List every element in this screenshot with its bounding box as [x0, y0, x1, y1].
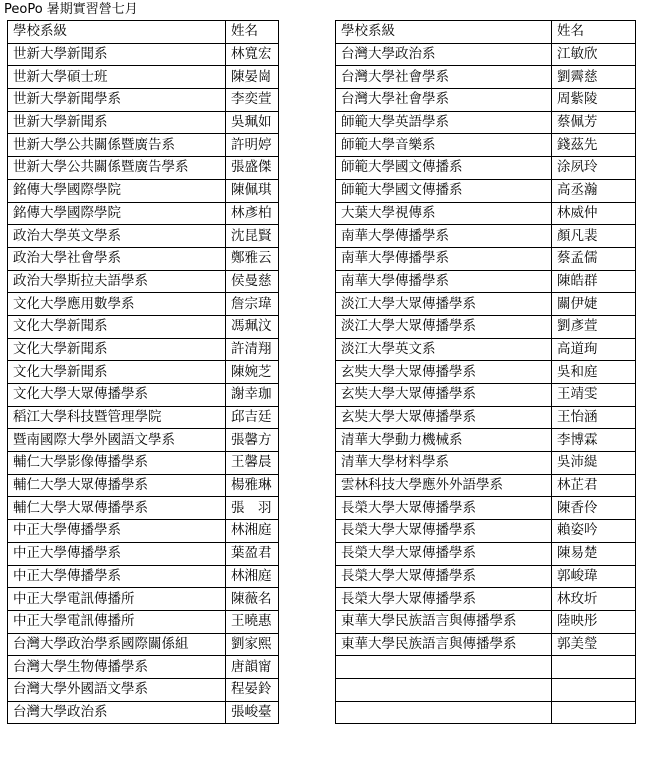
table-row — [8, 270, 279, 293]
school-cell: 台灣大學社會學系 — [336, 66, 552, 89]
name-cell — [552, 701, 636, 724]
school-cell: 世新大學新聞系 — [8, 43, 226, 66]
school-cell: 中正大學電訊傳播所 — [8, 610, 226, 633]
table-row — [8, 361, 279, 384]
table-row — [8, 225, 279, 248]
table-row — [336, 452, 636, 475]
name-cell: 沈昆賢 — [226, 225, 279, 248]
table-row — [8, 520, 279, 543]
school-cell: 清華大學動力機械系 — [336, 429, 552, 452]
table-row — [8, 179, 279, 202]
table-row — [336, 134, 636, 157]
school-cell: 清華大學材料學系 — [336, 452, 552, 475]
name-cell — [552, 656, 636, 679]
name-cell: 錢茲先 — [552, 134, 636, 157]
table-row — [8, 66, 279, 89]
name-cell: 陳晏崗 — [226, 66, 279, 89]
name-cell: 許清翔 — [226, 338, 279, 361]
name-cell: 許明婷 — [226, 134, 279, 157]
school-cell: 暨南國際大學外國語文學系 — [8, 429, 226, 452]
school-cell: 輔仁大學大眾傳播學系 — [8, 497, 226, 520]
table-row — [8, 429, 279, 452]
name-cell: 王馨晨 — [226, 452, 279, 475]
school-cell: 師範大學國文傳播系 — [336, 157, 552, 180]
table-row — [336, 565, 636, 588]
table-row — [336, 43, 636, 66]
school-cell: 長榮大學大眾傳播學系 — [336, 520, 552, 543]
school-cell: 玄奘大學大眾傳播學系 — [336, 406, 552, 429]
table-row — [336, 361, 636, 384]
name-cell: 謝幸珈 — [226, 384, 279, 407]
name-cell: 侯曼慈 — [226, 270, 279, 293]
roster-table-left — [7, 20, 279, 724]
table-row — [8, 247, 279, 270]
name-cell: 葉盈君 — [226, 542, 279, 565]
name-cell: 王怡涵 — [552, 406, 636, 429]
school-cell — [336, 656, 552, 679]
table-row — [336, 384, 636, 407]
school-cell: 台灣大學政治系 — [8, 701, 226, 724]
school-cell: 文化大學新聞系 — [8, 361, 226, 384]
table-row — [336, 633, 636, 656]
name-cell: 高丞瀚 — [552, 179, 636, 202]
table-row — [8, 497, 279, 520]
table-row — [8, 43, 279, 66]
table-row — [336, 474, 636, 497]
table-row — [8, 701, 279, 724]
school-cell: 師範大學英語學系 — [336, 111, 552, 134]
table-row — [336, 179, 636, 202]
name-cell: 郭美瑩 — [552, 633, 636, 656]
name-cell: 詹宗瑋 — [226, 293, 279, 316]
school-cell: 文化大學新聞系 — [8, 315, 226, 338]
table-row — [8, 338, 279, 361]
name-cell: 張峻臺 — [226, 701, 279, 724]
school-cell: 玄奘大學大眾傳播學系 — [336, 361, 552, 384]
school-cell: 大葉大學視傳系 — [336, 202, 552, 225]
table-row — [8, 542, 279, 565]
table-row — [8, 452, 279, 475]
school-cell: 世新大學新聞系 — [8, 111, 226, 134]
school-cell: 師範大學音樂系 — [336, 134, 552, 157]
name-cell: 王靖雯 — [552, 384, 636, 407]
table-row — [336, 157, 636, 180]
table-row — [8, 633, 279, 656]
table-row — [8, 384, 279, 407]
table-row — [336, 225, 636, 248]
name-cell: 邱吉廷 — [226, 406, 279, 429]
school-cell: 台灣大學生物傳播學系 — [8, 656, 226, 679]
school-cell: 淡江大學大眾傳播學系 — [336, 293, 552, 316]
name-cell: 林湘庭 — [226, 520, 279, 543]
name-cell: 周紫陵 — [552, 89, 636, 112]
name-cell: 顏凡裴 — [552, 225, 636, 248]
table-row — [8, 678, 279, 701]
school-cell: 世新大學新聞學系 — [8, 89, 226, 112]
name-cell: 劉家熙 — [226, 633, 279, 656]
name-cell: 陳易楚 — [552, 542, 636, 565]
name-cell: 陳佩琪 — [226, 179, 279, 202]
name-cell: 張馨方 — [226, 429, 279, 452]
school-cell: 中正大學電訊傳播所 — [8, 588, 226, 611]
name-cell: 林芷君 — [552, 474, 636, 497]
school-cell: 長榮大學大眾傳播學系 — [336, 565, 552, 588]
table-row — [8, 157, 279, 180]
school-cell: 世新大學公共關係暨廣告系 — [8, 134, 226, 157]
name-cell: 林玫圻 — [552, 588, 636, 611]
school-cell: 政治大學社會學系 — [8, 247, 226, 270]
name-cell: 陳薇名 — [226, 588, 279, 611]
table-row — [8, 565, 279, 588]
name-cell: 蔡佩芳 — [552, 111, 636, 134]
school-cell: 東華大學民族語言與傳播學系 — [336, 610, 552, 633]
school-cell: 東華大學民族語言與傳播學系 — [336, 633, 552, 656]
page-title: PeoPo 暑期實習營七月 — [4, 2, 138, 17]
table-row — [8, 293, 279, 316]
table-row — [336, 588, 636, 611]
name-cell: 涂夙玲 — [552, 157, 636, 180]
name-cell: 郭峻瑋 — [552, 565, 636, 588]
school-cell: 長榮大學大眾傳播學系 — [336, 497, 552, 520]
table-row — [8, 202, 279, 225]
name-cell: 陳皓群 — [552, 270, 636, 293]
table-row — [336, 678, 636, 701]
name-cell: 關伊婕 — [552, 293, 636, 316]
school-cell: 台灣大學政治系 — [336, 43, 552, 66]
school-cell: 政治大學英文學系 — [8, 225, 226, 248]
school-cell: 南華大學傳播學系 — [336, 247, 552, 270]
header-school: 學校系級 — [8, 21, 226, 44]
name-cell: 楊雅琳 — [226, 474, 279, 497]
table-row — [336, 270, 636, 293]
table-row — [8, 474, 279, 497]
school-cell: 政治大學斯拉夫語學系 — [8, 270, 226, 293]
table-row — [336, 89, 636, 112]
table-header-row — [336, 21, 636, 44]
school-cell: 中正大學傳播學系 — [8, 520, 226, 543]
name-cell: 江敏欣 — [552, 43, 636, 66]
table-row — [336, 610, 636, 633]
school-cell: 台灣大學政治學系國際關係組 — [8, 633, 226, 656]
school-cell: 師範大學國文傳播系 — [336, 179, 552, 202]
school-cell: 輔仁大學大眾傳播學系 — [8, 474, 226, 497]
table-row — [8, 610, 279, 633]
table-row — [336, 497, 636, 520]
name-cell: 高道珣 — [552, 338, 636, 361]
name-cell: 李博霖 — [552, 429, 636, 452]
school-cell — [336, 678, 552, 701]
school-cell: 稻江大學科技暨管理學院 — [8, 406, 226, 429]
name-cell: 馮珮汶 — [226, 315, 279, 338]
name-cell: 林威仲 — [552, 202, 636, 225]
table-row — [8, 656, 279, 679]
table-row — [336, 429, 636, 452]
header-name: 姓名 — [226, 21, 279, 44]
table-row — [336, 338, 636, 361]
name-cell: 張 羽 — [226, 497, 279, 520]
school-cell: 玄奘大學大眾傳播學系 — [336, 384, 552, 407]
table-row — [8, 315, 279, 338]
name-cell: 唐韻甯 — [226, 656, 279, 679]
table-row — [336, 202, 636, 225]
school-cell: 文化大學應用數學系 — [8, 293, 226, 316]
school-cell: 世新大學碩士班 — [8, 66, 226, 89]
table-header-row — [8, 21, 279, 44]
name-cell: 吳和庭 — [552, 361, 636, 384]
name-cell: 劉霽慈 — [552, 66, 636, 89]
school-cell: 長榮大學大眾傳播學系 — [336, 588, 552, 611]
table-row — [8, 588, 279, 611]
name-cell: 張盛傑 — [226, 157, 279, 180]
table-row — [336, 656, 636, 679]
school-cell: 長榮大學大眾傳播學系 — [336, 542, 552, 565]
table-row — [336, 701, 636, 724]
name-cell: 陳婉芝 — [226, 361, 279, 384]
school-cell: 世新大學公共關係暨廣告學系 — [8, 157, 226, 180]
school-cell: 雲林科技大學應外外語學系 — [336, 474, 552, 497]
name-cell: 陸映彤 — [552, 610, 636, 633]
header-name: 姓名 — [552, 21, 636, 44]
table-row — [8, 406, 279, 429]
school-cell: 台灣大學社會學系 — [336, 89, 552, 112]
school-cell: 銘傳大學國際學院 — [8, 202, 226, 225]
school-cell — [336, 701, 552, 724]
name-cell — [552, 678, 636, 701]
table-row — [336, 66, 636, 89]
table-row — [336, 293, 636, 316]
name-cell: 鄭雅云 — [226, 247, 279, 270]
school-cell: 文化大學新聞系 — [8, 338, 226, 361]
school-cell: 淡江大學英文系 — [336, 338, 552, 361]
name-cell: 蔡孟儒 — [552, 247, 636, 270]
table-row — [8, 134, 279, 157]
school-cell: 中正大學傳播學系 — [8, 542, 226, 565]
school-cell: 銘傳大學國際學院 — [8, 179, 226, 202]
table-row — [336, 247, 636, 270]
school-cell: 南華大學傳播學系 — [336, 270, 552, 293]
name-cell: 賴姿吟 — [552, 520, 636, 543]
name-cell: 林寬宏 — [226, 43, 279, 66]
name-cell: 劉彥萱 — [552, 315, 636, 338]
name-cell: 陳香伶 — [552, 497, 636, 520]
school-cell: 淡江大學大眾傳播學系 — [336, 315, 552, 338]
roster-table-right — [335, 20, 636, 724]
school-cell: 輔仁大學影像傳播學系 — [8, 452, 226, 475]
name-cell: 李奕萱 — [226, 89, 279, 112]
school-cell: 文化大學大眾傳播學系 — [8, 384, 226, 407]
school-cell: 中正大學傳播學系 — [8, 565, 226, 588]
table-row — [8, 111, 279, 134]
name-cell: 林彥柏 — [226, 202, 279, 225]
name-cell: 吳珮如 — [226, 111, 279, 134]
header-school: 學校系級 — [336, 21, 552, 44]
table-row — [336, 520, 636, 543]
table-row — [8, 89, 279, 112]
school-cell: 南華大學傳播學系 — [336, 225, 552, 248]
school-cell: 台灣大學外國語文學系 — [8, 678, 226, 701]
name-cell: 林湘庭 — [226, 565, 279, 588]
table-row — [336, 111, 636, 134]
name-cell: 吳沛緹 — [552, 452, 636, 475]
name-cell: 王曉惠 — [226, 610, 279, 633]
name-cell: 程晏鈴 — [226, 678, 279, 701]
table-row — [336, 315, 636, 338]
table-row — [336, 406, 636, 429]
table-row — [336, 542, 636, 565]
